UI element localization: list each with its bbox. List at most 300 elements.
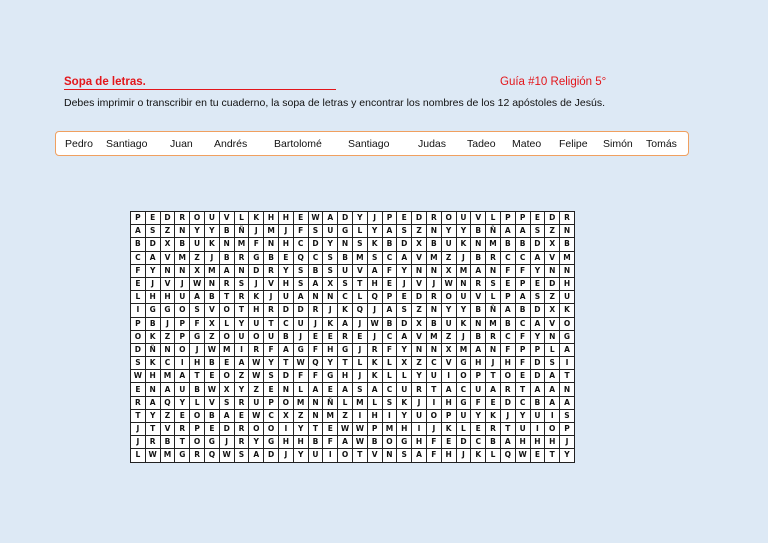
grid-cell: C — [456, 383, 471, 396]
grid-cell: J — [190, 343, 205, 356]
grid-cell: Y — [397, 343, 412, 356]
grid-cell: U — [323, 225, 338, 238]
grid-cell: Ñ — [486, 225, 501, 238]
grid-cell: A — [560, 396, 575, 409]
grid-cell: D — [545, 277, 560, 290]
grid-cell: V — [412, 251, 427, 264]
grid-cell: E — [515, 370, 530, 383]
grid-cell: C — [426, 357, 441, 370]
grid-cell: D — [500, 396, 515, 409]
grid-cell: L — [545, 343, 560, 356]
grid-cell: S — [530, 291, 545, 304]
grid-cell: N — [412, 343, 427, 356]
grid-cell: A — [471, 264, 486, 277]
grid-cell: J — [278, 225, 293, 238]
grid-cell: S — [234, 277, 249, 290]
page-title: Sopa de letras. — [64, 76, 336, 90]
grid-cell: M — [234, 238, 249, 251]
grid-cell: M — [264, 225, 279, 238]
grid-cell: S — [397, 225, 412, 238]
word-item: Juan — [170, 138, 193, 150]
word-item: Tomás — [646, 138, 677, 150]
grid-cell: C — [382, 251, 397, 264]
grid-cell: F — [500, 264, 515, 277]
grid-cell: X — [219, 383, 234, 396]
grid-cell: U — [175, 383, 190, 396]
grid-cell: O — [456, 370, 471, 383]
grid-cell: S — [308, 225, 323, 238]
grid-cell: S — [486, 277, 501, 290]
grid-cell: K — [456, 238, 471, 251]
grid-row — [131, 423, 575, 436]
grid-cell: N — [426, 225, 441, 238]
grid-cell: L — [234, 212, 249, 225]
grid-cell: E — [500, 277, 515, 290]
grid-cell: W — [352, 423, 367, 436]
grid-cell: Y — [456, 225, 471, 238]
grid-cell: D — [456, 436, 471, 449]
grid-cell: O — [382, 436, 397, 449]
grid-cell: S — [293, 264, 308, 277]
grid-cell: F — [308, 343, 323, 356]
grid-cell: G — [293, 343, 308, 356]
grid-row — [131, 357, 575, 370]
grid-cell: Y — [204, 225, 219, 238]
grid-cell: N — [486, 343, 501, 356]
grid-cell: Q — [160, 396, 175, 409]
grid-cell: M — [219, 343, 234, 356]
grid-cell: R — [486, 330, 501, 343]
grid-cell: K — [145, 330, 160, 343]
grid-cell: F — [293, 370, 308, 383]
grid-cell: R — [338, 330, 353, 343]
grid-row — [131, 291, 575, 304]
grid-cell: T — [190, 370, 205, 383]
grid-cell: N — [456, 277, 471, 290]
grid-cell: K — [338, 304, 353, 317]
grid-cell: X — [278, 409, 293, 422]
grid-cell: I — [426, 396, 441, 409]
grid-cell: X — [441, 343, 456, 356]
guide-label: Guía #10 Religión 5° — [500, 76, 607, 88]
grid-cell: K — [323, 317, 338, 330]
grid-cell: A — [323, 212, 338, 225]
grid-cell: A — [412, 449, 427, 462]
grid-cell: U — [560, 291, 575, 304]
grid-cell: D — [131, 343, 146, 356]
grid-cell: T — [278, 357, 293, 370]
grid-cell: P — [441, 409, 456, 422]
grid-cell: A — [175, 370, 190, 383]
grid-cell: S — [530, 225, 545, 238]
word-item: Judas — [418, 138, 447, 150]
grid-cell: T — [131, 409, 146, 422]
word-item: Pedro — [65, 138, 94, 150]
grid-cell: J — [426, 423, 441, 436]
grid-cell: R — [426, 212, 441, 225]
grid-cell: M — [352, 396, 367, 409]
grid-cell: G — [456, 396, 471, 409]
grid-cell: C — [515, 317, 530, 330]
grid-cell: K — [249, 212, 264, 225]
grid-cell: D — [160, 212, 175, 225]
grid-cell: N — [426, 343, 441, 356]
grid-cell: J — [456, 330, 471, 343]
grid-cell: L — [352, 357, 367, 370]
grid-cell: I — [382, 409, 397, 422]
grid-cell: N — [278, 383, 293, 396]
grid-cell: U — [456, 291, 471, 304]
grid-cell: S — [382, 396, 397, 409]
grid-cell: Y — [471, 409, 486, 422]
grid-cell: F — [382, 343, 397, 356]
grid-cell: J — [204, 251, 219, 264]
grid-cell: L — [382, 357, 397, 370]
grid-cell: F — [264, 343, 279, 356]
grid-cell: Y — [397, 409, 412, 422]
grid-cell: R — [234, 423, 249, 436]
grid-cell: A — [500, 304, 515, 317]
grid-cell: J — [131, 436, 146, 449]
grid-cell: D — [308, 238, 323, 251]
grid-cell: N — [308, 291, 323, 304]
grid-cell: N — [338, 238, 353, 251]
grid-cell: Z — [160, 409, 175, 422]
grid-cell: Y — [234, 317, 249, 330]
grid-cell: K — [397, 396, 412, 409]
grid-cell: A — [338, 383, 353, 396]
grid-cell: J — [456, 449, 471, 462]
grid-cell: R — [560, 212, 575, 225]
grid-cell: N — [308, 409, 323, 422]
grid-cell: U — [338, 264, 353, 277]
grid-cell: J — [323, 304, 338, 317]
grid-cell: H — [471, 357, 486, 370]
grid-cell: E — [530, 212, 545, 225]
grid-cell: J — [352, 317, 367, 330]
grid-cell: T — [486, 370, 501, 383]
grid-row — [131, 317, 575, 330]
grid-cell: R — [175, 423, 190, 436]
grid-cell: N — [175, 264, 190, 277]
grid-cell: R — [175, 212, 190, 225]
grid-cell: J — [249, 277, 264, 290]
grid-cell: Y — [234, 383, 249, 396]
grid-cell: W — [249, 409, 264, 422]
grid-cell: B — [367, 436, 382, 449]
grid-cell: V — [471, 212, 486, 225]
grid-cell: U — [264, 330, 279, 343]
grid-cell: J — [500, 409, 515, 422]
grid-cell: H — [515, 436, 530, 449]
grid-cell: T — [264, 317, 279, 330]
grid-cell: A — [367, 383, 382, 396]
grid-cell: G — [145, 304, 160, 317]
grid-cell: Z — [204, 330, 219, 343]
grid-cell: H — [278, 436, 293, 449]
grid-cell: H — [278, 212, 293, 225]
grid-cell: F — [515, 357, 530, 370]
grid-cell: U — [471, 383, 486, 396]
grid-cell: D — [530, 357, 545, 370]
grid-cell: Z — [412, 357, 427, 370]
grid-cell: C — [293, 238, 308, 251]
grid-cell: I — [412, 423, 427, 436]
grid-cell: U — [426, 370, 441, 383]
grid-cell: Q — [293, 251, 308, 264]
grid-cell: E — [145, 212, 160, 225]
grid-cell: U — [456, 212, 471, 225]
grid-cell: O — [264, 423, 279, 436]
grid-cell: C — [515, 251, 530, 264]
grid-cell: E — [278, 251, 293, 264]
grid-cell: V — [545, 251, 560, 264]
grid-cell: H — [530, 436, 545, 449]
grid-cell: E — [131, 277, 146, 290]
grid-cell: J — [456, 251, 471, 264]
grid-cell: C — [382, 383, 397, 396]
grid-row — [131, 409, 575, 422]
grid-cell: J — [219, 436, 234, 449]
grid-cell: N — [160, 343, 175, 356]
grid-cell: K — [367, 357, 382, 370]
grid-cell: R — [234, 436, 249, 449]
grid-cell: A — [530, 317, 545, 330]
grid-row — [131, 330, 575, 343]
grid-cell: R — [426, 291, 441, 304]
grid-cell: Y — [278, 264, 293, 277]
grid-cell: W — [190, 277, 205, 290]
grid-cell: H — [145, 370, 160, 383]
grid-cell: U — [249, 396, 264, 409]
grid-cell: T — [308, 423, 323, 436]
grid-cell: H — [545, 436, 560, 449]
grid-cell: B — [471, 304, 486, 317]
grid-cell: O — [338, 449, 353, 462]
grid-cell: C — [308, 251, 323, 264]
word-item: Simón — [603, 138, 633, 150]
grid-cell: M — [352, 251, 367, 264]
grid-cell: A — [293, 291, 308, 304]
grid-cell: P — [515, 343, 530, 356]
grid-cell: D — [397, 317, 412, 330]
grid-cell: R — [234, 291, 249, 304]
grid-cell: Y — [145, 264, 160, 277]
grid-cell: N — [234, 264, 249, 277]
grid-cell: U — [441, 238, 456, 251]
grid-cell: G — [249, 251, 264, 264]
grid-cell: A — [500, 436, 515, 449]
grid-cell: V — [219, 212, 234, 225]
grid-cell: J — [486, 357, 501, 370]
grid-cell: H — [500, 357, 515, 370]
grid-cell: C — [471, 436, 486, 449]
grid-cell: P — [500, 291, 515, 304]
grid-cell: V — [352, 264, 367, 277]
grid-cell: U — [441, 317, 456, 330]
grid-cell: O — [278, 396, 293, 409]
grid-cell: Y — [249, 436, 264, 449]
grid-cell: P — [560, 423, 575, 436]
grid-cell: S — [352, 383, 367, 396]
grid-cell: A — [338, 317, 353, 330]
grid-cell: Q — [500, 449, 515, 462]
grid-cell: A — [530, 383, 545, 396]
grid-cell: A — [338, 436, 353, 449]
grid-cell: C — [338, 291, 353, 304]
grid-cell: N — [145, 383, 160, 396]
grid-cell: B — [471, 251, 486, 264]
grid-cell: D — [293, 304, 308, 317]
grid-cell: T — [426, 383, 441, 396]
grid-cell: D — [338, 212, 353, 225]
grid-cell: Z — [441, 251, 456, 264]
grid-cell: M — [456, 343, 471, 356]
grid-cell: W — [131, 370, 146, 383]
grid-cell: B — [204, 291, 219, 304]
grid-cell: Y — [323, 238, 338, 251]
grid-cell: T — [338, 357, 353, 370]
grid-cell: H — [145, 291, 160, 304]
word-item: Mateo — [512, 138, 542, 150]
grid-cell: K — [367, 370, 382, 383]
grid-cell: D — [264, 449, 279, 462]
grid-cell: A — [308, 383, 323, 396]
grid-cell: D — [545, 212, 560, 225]
grid-cell: S — [219, 396, 234, 409]
grid-cell: X — [412, 238, 427, 251]
grid-cell: Q — [352, 304, 367, 317]
grid-cell: I — [352, 409, 367, 422]
grid-cell: U — [308, 449, 323, 462]
grid-cell: K — [367, 238, 382, 251]
grid-cell: K — [204, 238, 219, 251]
grid-cell: Z — [234, 370, 249, 383]
grid-cell: M — [160, 370, 175, 383]
grid-cell: C — [500, 251, 515, 264]
grid-cell: H — [293, 436, 308, 449]
grid-row — [131, 277, 575, 290]
grid-cell: B — [160, 436, 175, 449]
grid-cell: Y — [367, 225, 382, 238]
grid-cell: O — [249, 423, 264, 436]
grid-cell: J — [426, 277, 441, 290]
grid-cell: B — [219, 251, 234, 264]
grid-cell: D — [412, 291, 427, 304]
grid-cell: S — [397, 449, 412, 462]
grid-cell: U — [456, 409, 471, 422]
grid-cell: X — [412, 317, 427, 330]
grid-row — [131, 212, 575, 225]
grid-cell: J — [293, 330, 308, 343]
grid-cell: F — [293, 225, 308, 238]
grid-cell: Z — [412, 225, 427, 238]
grid-cell: Z — [441, 330, 456, 343]
grid-cell: T — [352, 277, 367, 290]
grid-cell: O — [175, 343, 190, 356]
grid-cell: K — [441, 423, 456, 436]
grid-row — [131, 383, 575, 396]
grid-cell: Y — [560, 449, 575, 462]
grid-cell: I — [323, 449, 338, 462]
grid-cell: O — [219, 370, 234, 383]
grid-cell: E — [219, 357, 234, 370]
grid-cell: H — [338, 370, 353, 383]
grid-cell: H — [441, 449, 456, 462]
grid-cell: Y — [412, 370, 427, 383]
grid-cell: N — [412, 264, 427, 277]
grid-cell: J — [352, 370, 367, 383]
grid-cell: P — [175, 330, 190, 343]
grid-cell: A — [500, 225, 515, 238]
grid-cell: A — [190, 291, 205, 304]
word-item: Andrés — [214, 138, 248, 150]
grid-cell: D — [278, 304, 293, 317]
grid-cell: Y — [456, 304, 471, 317]
grid-cell: V — [204, 396, 219, 409]
grid-cell: S — [560, 409, 575, 422]
grid-cell: Z — [545, 225, 560, 238]
grid-cell: G — [190, 330, 205, 343]
grid-cell: N — [486, 264, 501, 277]
grid-cell: T — [175, 436, 190, 449]
grid-cell: P — [190, 423, 205, 436]
grid-cell: O — [426, 409, 441, 422]
grid-cell: Y — [352, 212, 367, 225]
grid-cell: S — [190, 304, 205, 317]
grid-cell: X — [323, 277, 338, 290]
grid-cell: B — [219, 225, 234, 238]
grid-cell: B — [530, 396, 545, 409]
grid-cell: H — [323, 343, 338, 356]
grid-cell: K — [145, 357, 160, 370]
grid-cell: G — [323, 370, 338, 383]
grid-cell: Q — [367, 291, 382, 304]
grid-cell: F — [249, 238, 264, 251]
grid-cell: A — [382, 304, 397, 317]
grid-cell: A — [249, 449, 264, 462]
grid-cell: P — [382, 291, 397, 304]
grid-cell: N — [204, 277, 219, 290]
grid-cell: F — [500, 343, 515, 356]
grid-cell: C — [515, 396, 530, 409]
grid-cell: U — [234, 330, 249, 343]
grid-cell: E — [234, 409, 249, 422]
grid-cell: L — [190, 396, 205, 409]
grid-cell: N — [545, 264, 560, 277]
grid-cell: U — [397, 383, 412, 396]
grid-cell: R — [145, 436, 160, 449]
grid-cell: V — [441, 357, 456, 370]
grid-cell: E — [323, 423, 338, 436]
grid-cell: I — [234, 343, 249, 356]
grid-cell: F — [515, 264, 530, 277]
grid-cell: G — [560, 330, 575, 343]
grid-cell: Y — [530, 330, 545, 343]
word-search-grid — [130, 211, 575, 463]
grid-cell: E — [486, 396, 501, 409]
grid-cell: R — [249, 343, 264, 356]
grid-cell: D — [219, 423, 234, 436]
grid-row — [131, 343, 575, 356]
grid-cell: U — [204, 212, 219, 225]
grid-cell: N — [308, 396, 323, 409]
grid-cell: P — [515, 277, 530, 290]
grid-cell: N — [560, 225, 575, 238]
grid-cell: O — [560, 317, 575, 330]
grid-cell: B — [426, 317, 441, 330]
grid-cell: B — [204, 357, 219, 370]
